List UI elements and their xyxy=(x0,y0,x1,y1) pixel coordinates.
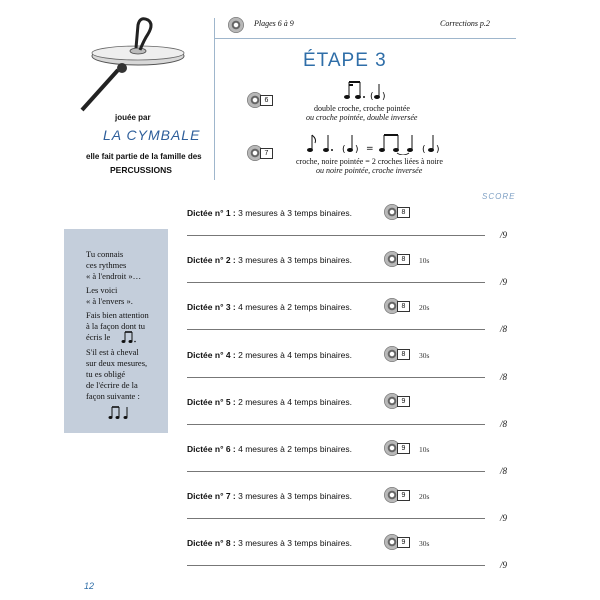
svg-text:(: ( xyxy=(422,145,426,155)
caption-2a: croche, noire pointée = 2 croches liées à noire xyxy=(296,157,443,166)
answer-line[interactable] xyxy=(187,235,485,236)
info-line: « à l'envers ». xyxy=(86,296,133,306)
score-value: /9 xyxy=(500,513,508,524)
cymbal-illustration xyxy=(78,10,208,120)
track-number: 9 xyxy=(397,443,410,454)
svg-text:): ) xyxy=(382,92,386,102)
dictee-text xyxy=(187,208,352,218)
answer-line[interactable] xyxy=(187,518,485,519)
score-value: /8 xyxy=(500,418,508,429)
track-number: 9 xyxy=(397,490,410,501)
time-label: 20s xyxy=(419,303,430,313)
track-number: 9 xyxy=(397,396,410,407)
score-value: /9 xyxy=(500,230,508,240)
answer-line[interactable] xyxy=(187,565,485,566)
time-label: 30s xyxy=(419,350,430,360)
time-label: 10s xyxy=(419,445,430,454)
dictee-text xyxy=(187,491,352,501)
svg-text:): ) xyxy=(355,145,359,155)
plages-label: Plages 6 à 9 xyxy=(254,19,294,28)
dictee-label: Dictée n° 1 : xyxy=(187,208,236,218)
score-value: /8 xyxy=(500,466,508,476)
instrument-name: LA CYMBALE xyxy=(103,127,201,143)
track-number: 6 xyxy=(260,95,273,106)
info-line: écris le xyxy=(86,332,111,342)
dotted-rhythm-icon xyxy=(120,330,140,344)
caption-1a: double croche, croche pointée xyxy=(314,104,410,113)
dictee-text xyxy=(187,397,352,407)
dictee-description: 2 mesures à 4 temps binaires. xyxy=(238,396,352,407)
dictee-text xyxy=(187,444,352,454)
info-line: de l'écrire de la xyxy=(86,380,138,390)
info-line: « à l'endroit »… xyxy=(86,271,142,281)
info-line: Tu connais xyxy=(86,249,124,259)
dictee-label: Dictée n° 6 : xyxy=(187,444,236,454)
dictee-label: Dictée n° 5 : xyxy=(187,396,236,407)
info-line: Les voici xyxy=(86,285,118,295)
svg-text:(: ( xyxy=(342,145,346,155)
dictee-text xyxy=(187,350,352,360)
dictee-description: 4 mesures à 2 temps binaires. xyxy=(238,444,352,454)
info-line: ces rythmes xyxy=(86,260,127,270)
dictee-description: 3 mesures à 3 temps binaires. xyxy=(238,255,352,266)
svg-text:(: ( xyxy=(370,92,374,102)
track-number: 7 xyxy=(260,148,273,159)
dictee-description: 2 mesures à 4 temps binaires. xyxy=(238,349,352,360)
score-value: /8 xyxy=(500,371,508,382)
dictee-description: 3 mesures à 3 temps binaires. xyxy=(238,208,352,218)
score-value: /9 xyxy=(500,277,508,288)
dictee-label: Dictée n° 2 : xyxy=(187,255,236,266)
dictee-description: 3 mesures à 3 temps binaires. xyxy=(238,491,352,502)
svg-text:=: = xyxy=(366,144,374,154)
vertical-divider xyxy=(214,18,215,180)
jouee-par: jouée par xyxy=(115,113,151,122)
time-label: 10s xyxy=(419,256,430,266)
family-text: elle fait partie de la famille des xyxy=(86,152,202,161)
dictee-label: Dictée n° 7 : xyxy=(187,491,236,502)
caption-1b: ou croche pointée, double inversée xyxy=(306,113,418,122)
dictee-text xyxy=(187,255,352,265)
info-line: à la façon dont tu xyxy=(86,321,146,331)
track-number: 9 xyxy=(397,537,410,548)
rhythm-notation-2 xyxy=(304,131,464,155)
time-label: 30s xyxy=(419,539,430,549)
track-number: 8 xyxy=(397,207,410,218)
cd-icon xyxy=(228,17,244,33)
dictee-description: 3 mesures à 3 temps binaires. xyxy=(238,538,352,549)
header-divider xyxy=(214,38,516,39)
corrections-label: Corrections p.2 xyxy=(440,19,490,28)
track-number: 8 xyxy=(397,301,410,312)
answer-line[interactable] xyxy=(187,282,485,283)
rhythm-notation-1 xyxy=(340,78,390,102)
info-line: S'il est à cheval xyxy=(86,347,139,357)
score-label: SCORE xyxy=(482,192,516,201)
dictee-label: Dictée n° 3 : xyxy=(187,302,236,313)
family-name: PERCUSSIONS xyxy=(110,165,172,175)
info-line: Fais bien attention xyxy=(86,310,149,320)
dictee-text xyxy=(187,538,352,548)
info-box xyxy=(64,229,168,433)
info-line: façon suivante : xyxy=(86,391,140,401)
time-label: 20s xyxy=(419,492,430,502)
score-value: /8 xyxy=(500,324,508,335)
dictee-description: 4 mesures à 2 temps binaires. xyxy=(238,302,352,313)
answer-line[interactable] xyxy=(187,377,485,378)
info-line: sur deux mesures, xyxy=(86,358,148,368)
page-number: 12 xyxy=(84,581,95,591)
answer-line[interactable] xyxy=(187,471,485,472)
tied-rhythm-icon xyxy=(108,405,132,421)
track-number: 8 xyxy=(397,349,410,360)
dictee-label: Dictée n° 8 : xyxy=(187,538,236,549)
answer-line[interactable] xyxy=(187,329,485,330)
svg-text:): ) xyxy=(436,145,440,155)
dictee-label: Dictée n° 4 : xyxy=(187,349,236,360)
track-number: 8 xyxy=(397,254,410,265)
score-value: /9 xyxy=(500,560,508,571)
answer-line[interactable] xyxy=(187,424,485,425)
etape-title: ÉTAPE 3 xyxy=(303,50,387,71)
caption-2b: ou noire pointée, croche inversée xyxy=(316,166,423,175)
info-line: tu es obligé xyxy=(86,369,126,379)
dictee-text xyxy=(187,302,352,312)
